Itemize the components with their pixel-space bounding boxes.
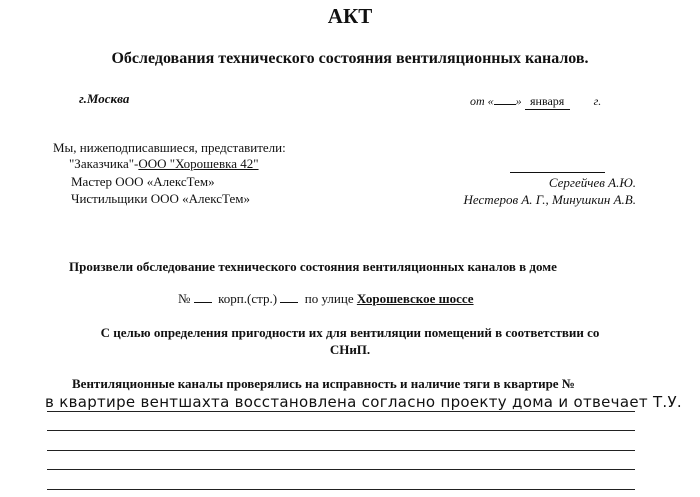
document-title: АКТ — [327, 4, 373, 28]
master-name: Сергейчев А.Ю. — [548, 175, 636, 190]
date-month: января — [525, 94, 570, 110]
signature-line — [510, 172, 605, 173]
document-subtitle: Обследования технического состояния вентиляционных каналов. — [111, 50, 589, 67]
ruled-line — [47, 411, 635, 412]
num-blank — [194, 302, 212, 303]
address-line — [178, 291, 474, 307]
date-year-suffix: г. — [593, 94, 602, 108]
survey-line: Произвели обследование технического состояния вентиляционных каналов в доме — [69, 259, 557, 274]
ruled-line — [47, 489, 635, 490]
cleaners-label: Чистильщики ООО «АлексТем» — [71, 191, 250, 206]
customer-line — [69, 156, 259, 172]
date-prefix: от « — [470, 94, 494, 108]
ruled-line — [47, 430, 635, 431]
korp-label: корп.(стр.) — [218, 291, 278, 306]
korp-blank — [280, 302, 298, 303]
ruled-line — [47, 450, 635, 451]
ruled-line — [47, 469, 635, 470]
customer-label: "Заказчика"- — [69, 156, 139, 171]
cleaners-names: Нестеров А. Г., Минушкин А.В. — [463, 192, 636, 207]
date-line — [470, 94, 601, 110]
purpose-line-2: СНиП. — [329, 342, 371, 357]
street-label: по улице — [304, 291, 354, 306]
purpose-line-1: С целью определения пригодности их для вентиляции помещений в соответствии со — [100, 325, 600, 340]
intro-text: Мы, нижеподписавшиеся, представители: — [53, 140, 286, 155]
customer-name: ООО "Хорошевка 42" — [138, 156, 259, 171]
master-label: Мастер ООО «АлексТем» — [71, 174, 215, 189]
day-blank — [494, 104, 516, 105]
num-label: № — [178, 291, 191, 306]
check-line: Вентиляционные каналы проверялись на исправность и наличие тяги в квартире № — [72, 376, 575, 391]
city: г.Москва — [79, 91, 130, 106]
street-name: Хорошевское шоссе — [356, 291, 474, 306]
handwritten-entry: в квартире вентшахта восстановлена согласно проекту дома и отвечает Т.У. — [45, 393, 682, 411]
date-suffix: » — [515, 94, 522, 108]
